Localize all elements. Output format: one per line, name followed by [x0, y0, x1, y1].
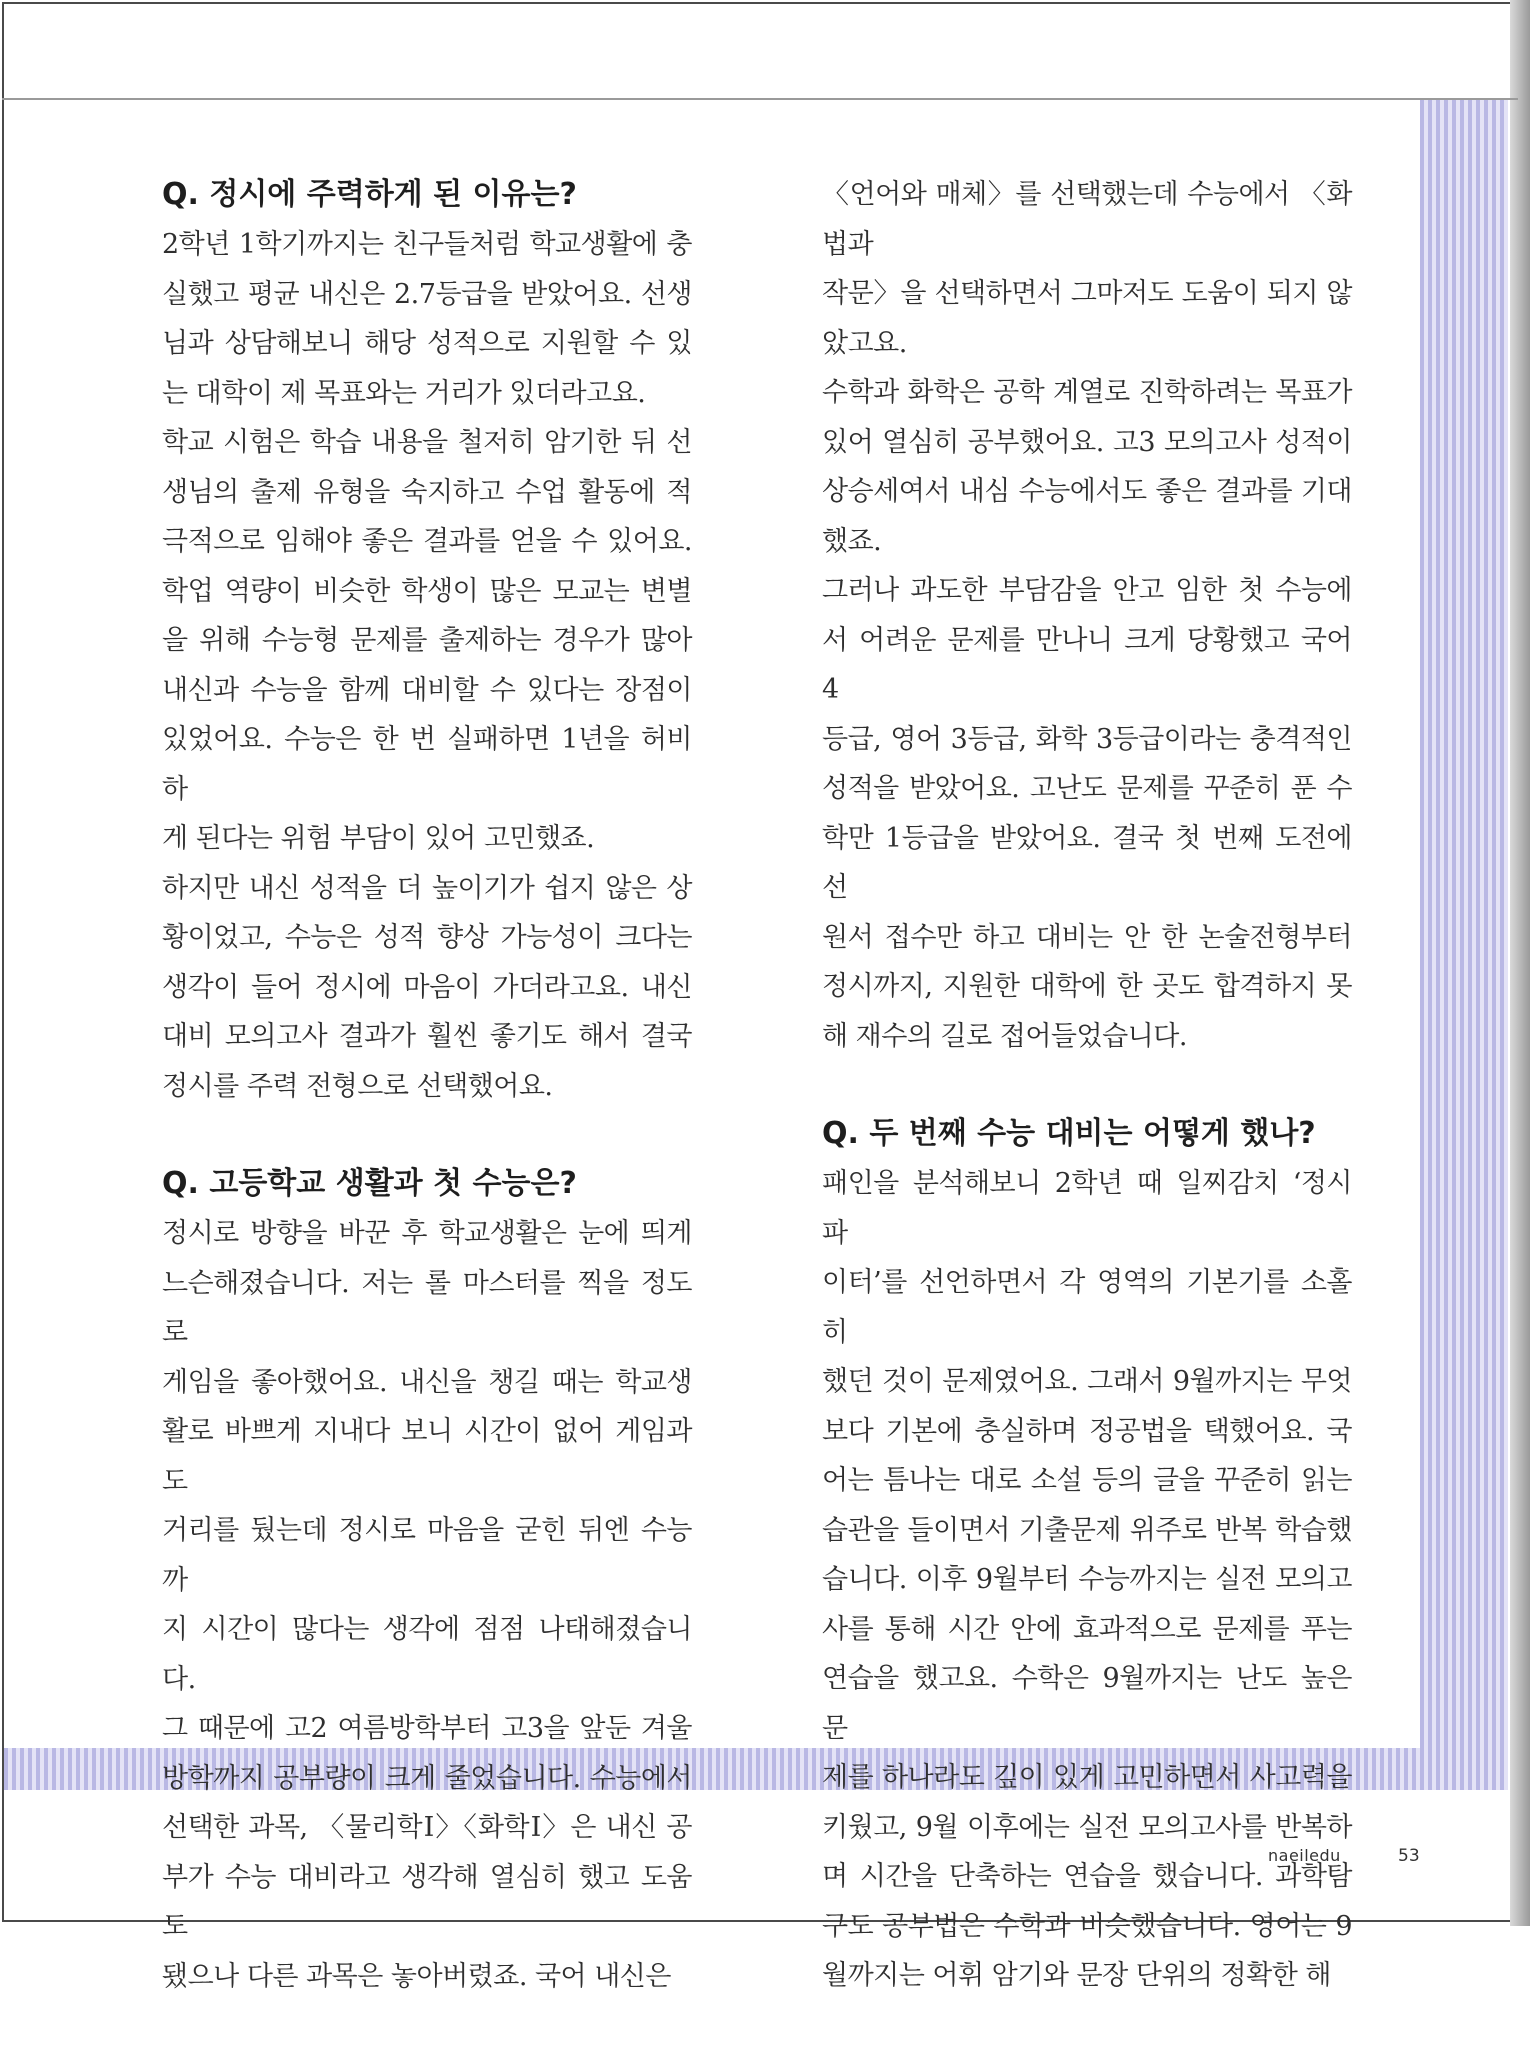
body-line: 습관을 들이면서 기출문제 위주로 반복 학습했: [822, 1514, 1352, 1546]
body-line: 게임을 좋아했어요. 내신을 챙길 때는 학교생: [162, 1366, 692, 1398]
body-line: 원서 접수만 하고 대비는 안 한 논술전형부터: [822, 921, 1352, 953]
body-line: 서 어려운 문제를 만나니 크게 당황했고 국어 4: [822, 624, 1352, 705]
body-line: 게 된다는 위험 부담이 있어 고민했죠.: [162, 823, 595, 854]
question-heading: Q. 정시에 주력하게 된 이유는?: [162, 177, 577, 212]
body-line: 제를 하나라도 깊이 있게 고민하면서 사고력을: [822, 1762, 1352, 1793]
body-line: 키웠고, 9월 이후에는 실전 모의고사를 반복하: [822, 1811, 1352, 1843]
body-line: 학교 시험은 학습 내용을 철저히 암기한 뒤 선: [162, 427, 692, 458]
body-line: 는 대학이 제 목표와는 거리가 있더라고요.: [162, 377, 646, 409]
body-line: 님과 상담해보니 해당 성적으로 지원할 수 있: [162, 328, 692, 359]
footer-brand: naeiledu: [1268, 1846, 1341, 1865]
body-line: 사를 통해 시간 안에 효과적으로 문제를 푸는: [822, 1613, 1352, 1645]
body-line: 선택한 과목, 〈물리학Ⅰ〉〈화학Ⅰ〉은 내신 공: [162, 1812, 692, 1843]
qa-section: [162, 170, 692, 1111]
body-line: 며 시간을 단축하는 연습을 했습니다. 과학탐: [822, 1861, 1352, 1892]
body-line: 생각이 들어 정시에 마음이 가더라고요. 내신: [162, 971, 692, 1003]
body-line: 을 위해 수능형 문제를 출제하는 경우가 많아: [162, 625, 692, 656]
body-line: 했던 것이 문제였어요. 그래서 9월까지는 무엇: [822, 1366, 1352, 1397]
body-line: 부가 수능 대비라고 생각해 열심히 했고 도움도: [162, 1861, 692, 1942]
body-line: 내신과 수능을 함께 대비할 수 있다는 장점이: [162, 674, 692, 706]
body-line: 정시까지, 지원한 대학에 한 곳도 합격하지 못: [822, 971, 1352, 1002]
body-line: 극적으로 임해야 좋은 결과를 얻을 수 있어요.: [162, 526, 692, 557]
page-edge-shadow: [1510, 0, 1530, 1926]
qa-section: [162, 1159, 692, 2001]
body-line: 패인을 분석해보니 2학년 때 일찌감치 ‘정시 파: [822, 1168, 1352, 1249]
body-line: 됐으나 다른 과목은 놓아버렸죠. 국어 내신은: [162, 1960, 671, 1992]
question-heading: Q. 두 번째 수능 대비는 어떻게 했나?: [822, 1116, 1316, 1151]
body-line: 성적을 받았어요. 고난도 문제를 꾸준히 푼 수: [822, 773, 1352, 804]
decorative-stripe-right: [1420, 100, 1508, 1790]
body-line: 정시를 주력 전형으로 선택했어요.: [162, 1070, 553, 1102]
body-line: 느슨해졌습니다. 저는 롤 마스터를 찍을 정도로: [162, 1267, 692, 1348]
body-line: 2학년 1학기까지는 친구들처럼 학교생활에 충: [162, 229, 692, 260]
body-line: 보다 기본에 충실하며 정공법을 택했어요. 국: [822, 1415, 1352, 1447]
right-column: [822, 170, 1352, 2049]
body-line: 학만 1등급을 받았어요. 결국 첫 번째 도전에선: [822, 822, 1352, 903]
body-line: 연습을 했고요. 수학은 9월까지는 난도 높은 문: [822, 1663, 1352, 1744]
body-line: 습니다. 이후 9월부터 수능까지는 실전 모의고: [822, 1564, 1352, 1595]
question-heading: Q. 고등학교 생활과 첫 수능은?: [162, 1166, 577, 1201]
body-line: 황이었고, 수능은 성적 향상 가능성이 크다는: [162, 922, 692, 953]
body-line: 상승세여서 내심 수능에서도 좋은 결과를 기대: [822, 476, 1352, 507]
body-line: 어는 틈나는 대로 소설 등의 글을 꾸준히 읽는: [822, 1465, 1352, 1496]
body-line: 대비 모의고사 결과가 훨씬 좋기도 해서 결국: [162, 1021, 692, 1052]
body-line: 지 시간이 많다는 생각에 점점 나태해졌습니다.: [162, 1614, 692, 1695]
body-line: 그러나 과도한 부담감을 안고 임한 첫 수능에: [822, 575, 1352, 606]
body-line: 〈언어와 매체〉를 선택했는데 수능에서 〈화법과: [822, 179, 1352, 260]
body-line: 았고요.: [822, 327, 907, 359]
left-column: [162, 170, 692, 2049]
body-line: 생님의 출제 유형을 숙지하고 수업 활동에 적: [162, 476, 692, 508]
body-line: 거리를 뒀는데 정시로 마음을 굳힌 뒤엔 수능까: [162, 1515, 692, 1596]
body-line: 하지만 내신 성적을 더 높이기가 쉽지 않은 상: [162, 872, 692, 904]
body-line: 수학과 화학은 공학 계열로 진학하려는 목표가: [822, 377, 1352, 408]
body-line: 활로 바쁘게 지내다 보니 시간이 없어 게임과도: [162, 1416, 692, 1497]
body-line: 했죠.: [822, 525, 882, 557]
body-line: 학업 역량이 비슷한 학생이 많은 모교는 변별: [162, 575, 692, 607]
body-line: 이터’를 선언하면서 각 영역의 기본기를 소홀히: [822, 1267, 1352, 1348]
body-line: 그 때문에 고2 여름방학부터 고3을 앞둔 겨울: [162, 1713, 692, 1744]
qa-section: [822, 170, 1352, 1061]
body-line: 월까지는 어휘 암기와 문장 단위의 정확한 해: [822, 1960, 1331, 1991]
page-number: 53: [1398, 1846, 1420, 1866]
body-line: 등급, 영어 3등급, 화학 3등급이라는 충격적인: [822, 723, 1352, 755]
body-line: 구도 공부법은 수학과 비슷했습니다. 영어는 9: [822, 1910, 1352, 1942]
qa-section: [822, 1109, 1352, 2001]
body-line: 정시로 방향을 바꾼 후 학교생활은 눈에 띄게: [162, 1218, 692, 1249]
body-line: 해 재수의 길로 접어들었습니다.: [822, 1020, 1187, 1052]
body-line: 작문〉을 선택하면서 그마저도 도움이 되지 않: [822, 278, 1352, 309]
body-line: 있어 열심히 공부했어요. 고3 모의고사 성적이: [822, 426, 1352, 458]
body-line: 방학까지 공부량이 크게 줄었습니다. 수능에서: [162, 1762, 692, 1794]
body-line: 있었어요. 수능은 한 번 실패하면 1년을 허비하: [162, 724, 692, 805]
body-line: 실했고 평균 내신은 2.7등급을 받았어요. 선생: [162, 278, 692, 310]
